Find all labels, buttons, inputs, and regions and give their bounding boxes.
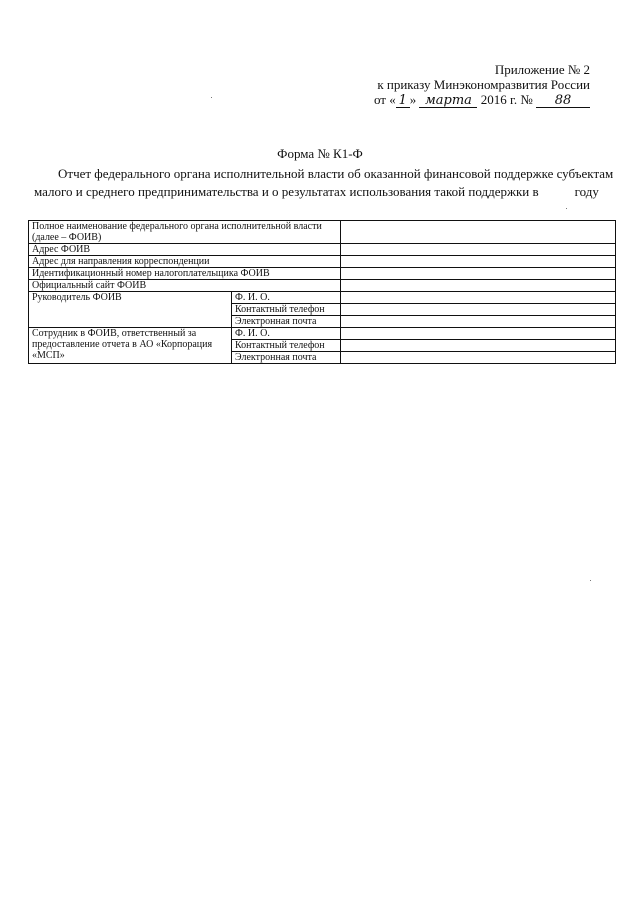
report-title-line-2-text: малого и среднего предпринимательства и о результатах использования такой поддержки в xyxy=(34,184,539,199)
report-title xyxy=(34,165,614,201)
date-year: 2016 г. № xyxy=(480,92,533,107)
report-title-year-word: году xyxy=(574,184,599,199)
value-website[interactable] xyxy=(341,280,616,292)
table-row xyxy=(29,328,616,340)
value-head-phone[interactable] xyxy=(341,304,616,316)
appendix-number: Приложение № 2 xyxy=(494,62,590,77)
value-employee-fio[interactable] xyxy=(341,328,616,340)
table-row xyxy=(29,292,616,304)
value-head-email[interactable] xyxy=(341,316,616,328)
value-employee-email[interactable] xyxy=(341,352,616,364)
label-employee: Сотрудник в ФОИВ, ответственный за предоставление отчета в АО «Корпорация «МСП» xyxy=(29,328,232,364)
label-address: Адрес ФОИВ xyxy=(29,244,341,256)
label-employee-phone: Контактный телефон xyxy=(232,340,341,352)
label-inn: Идентификационный номер налогоплательщика ФОИВ xyxy=(29,268,341,280)
label-correspondence-address: Адрес для направления корреспонденции xyxy=(29,256,341,268)
table-row xyxy=(29,244,616,256)
label-website: Официальный сайт ФОИВ xyxy=(29,280,341,292)
appendix-header xyxy=(340,62,590,108)
order-reference: к приказу Минэкономразвития России xyxy=(377,77,590,92)
date-mid: » xyxy=(409,92,417,107)
label-head-fio: Ф. И. О. xyxy=(232,292,341,304)
label-head-phone: Контактный телефон xyxy=(232,304,341,316)
date-prefix: от « xyxy=(373,92,396,107)
scan-speck xyxy=(590,580,591,581)
table-row xyxy=(29,280,616,292)
scan-speck xyxy=(566,208,567,209)
label-head: Руководитель ФОИВ xyxy=(29,292,232,328)
order-date-line xyxy=(340,92,590,108)
value-head-fio[interactable] xyxy=(341,292,616,304)
table-row xyxy=(29,268,616,280)
scan-speck xyxy=(211,97,212,98)
label-employee-email: Электронная почта xyxy=(232,352,341,364)
date-month: марта xyxy=(419,94,477,108)
form-title: Форма № К1-Ф xyxy=(277,146,363,161)
date-day: 1 xyxy=(396,94,410,108)
value-address[interactable] xyxy=(341,244,616,256)
value-full-name[interactable] xyxy=(341,221,616,244)
value-correspondence-address[interactable] xyxy=(341,256,616,268)
table-row xyxy=(29,256,616,268)
value-inn[interactable] xyxy=(341,268,616,280)
table-row xyxy=(29,221,616,244)
foiv-info-table xyxy=(28,220,616,364)
report-title-line-2 xyxy=(34,183,614,201)
value-employee-phone[interactable] xyxy=(341,340,616,352)
label-employee-fio: Ф. И. О. xyxy=(232,328,341,340)
report-title-line-1: Отчет федерального органа исполнительной власти об оказанной финансовой поддержке субъектам xyxy=(58,166,614,181)
order-number: 88 xyxy=(536,94,590,108)
label-head-email: Электронная почта xyxy=(232,316,341,328)
label-full-name: Полное наименование федерального органа исполнительной власти (далее – ФОИВ) xyxy=(29,221,341,244)
